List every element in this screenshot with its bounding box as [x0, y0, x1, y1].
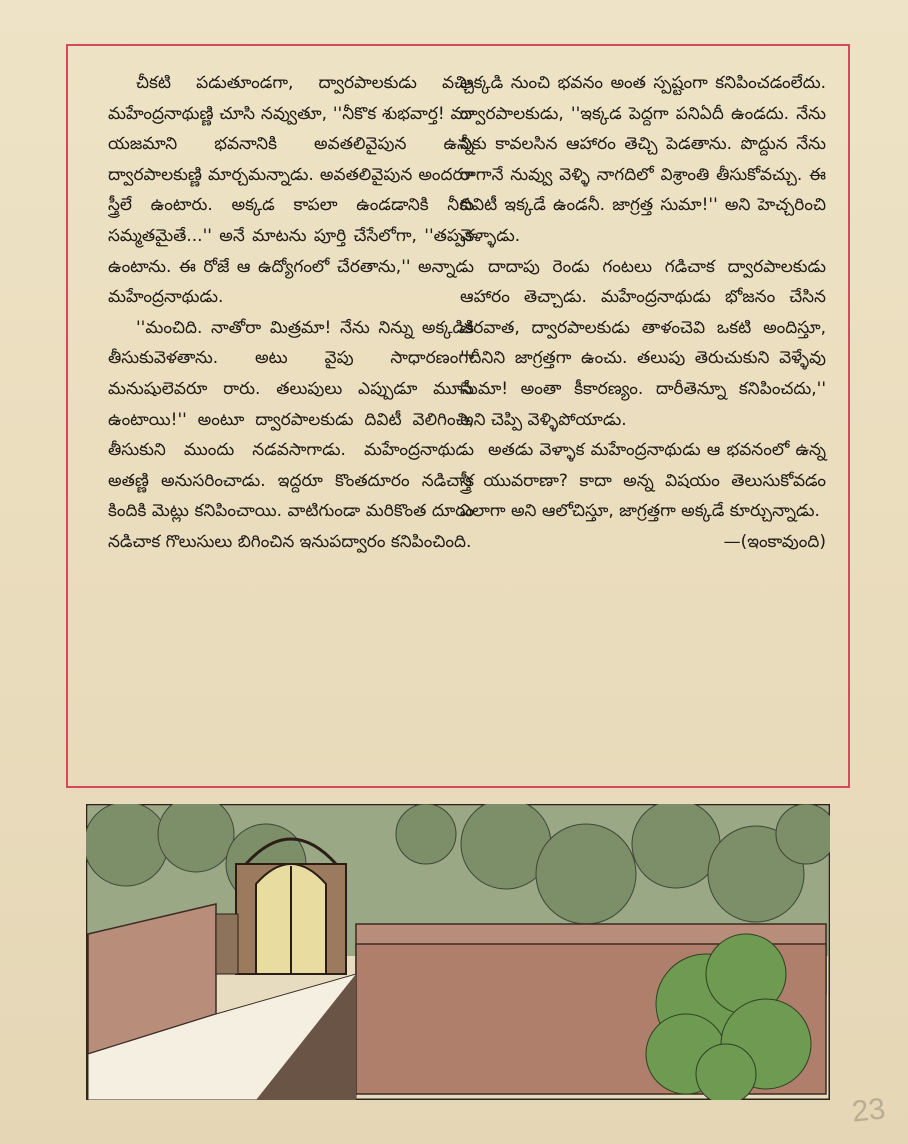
- paragraph: అతడు వెళ్ళాక మహేంద్రనాథుడు ఆ భవనంలో ఉన్న స్త్రీ యువరాణా? కాదా అన్న విషయం తెలుసుకోవడం ఎలాగా అని ఆలోచిస్తూ, జాగ్రత్తగా అక్కడే కూర్చున్నాడు.: [460, 440, 826, 522]
- paragraph: చీకటి పడుతూండగా, ద్వారపాలకుడు వచ్చి మహేంద్రనాథుణ్ణి చూసి నవ్వుతూ, ''నీకొక శుభవార్త! మా యజమాని భవనానికి అవతలివైపున ఉన్న ద్వారపాలకుణ్ణి మార్చమన్నాడు. అవతలివైపున అందరూ స్త్రీలే ఉంటారు. అక్కడ కాపలా ఉండడానికి నీకు సమ్మతమైతే...'' అనే మాటను పూర్తి చేసేలోగా, ''తప్పక ఉంటాను. ఈ రోజే ఆ ఉద్యోగంలో చేరతాను,'' అన్నాడు మహేంద్రనాథుడు.: [108, 73, 474, 308]
- story-text-frame: [66, 44, 850, 788]
- right-column: [460, 68, 826, 558]
- left-column: [108, 68, 474, 558]
- continued-label: —(ఇంకావుంది): [723, 531, 826, 552]
- illustration-courtyard-gate: [86, 804, 830, 1100]
- paragraph: ''మంచిది. నాతోరా మిత్రమా! నేను నిన్ను అక్కడికి తీసుకువెళతాను. అటు వైపు సాధారణంగా మనుషులెవరూ రారు. తలుపులు ఎప్పుడూ మూసే ఉంటాయి!'' అంటూ ద్వారపాలకుడు దివిటీ వెలిగించి, తీసుకుని ముందు నడవసాగాడు. మహేంద్రనాథుడు అతణ్ణి అనుసరించాడు. ఇద్దరూ కొంతదూరం నడిచాక కిందికి మెట్లు కనిపించాయి. వాటిగుండా మరికొంత దూరం నడిచాక గొలుసులు బిగించిన ఇనుపద్వారం కనిపించింది.: [108, 317, 474, 552]
- paragraph: అక్కడి నుంచి భవనం అంత స్పష్టంగా కనిపించడంలేదు. ద్వారపాలకుడు, ''ఇక్కడ పెద్దగా పనిఏదీ ఉండదు. నేను నీకు కావలసిన ఆహారం తెచ్చి పెడతాను. పొద్దున నేను రాగానే నువ్వు వెళ్ళి నాగదిలో విశ్రాంతి తీసుకోవచ్చు. ఈ దివిటీ ఇక్కడే ఉండనీ. జాగ్రత్త సుమా!'' అని హెచ్చరించి వెళ్ళాడు.: [460, 73, 826, 246]
- page-number: 23: [850, 1092, 887, 1129]
- paragraph: దాదాపు రెండు గంటలు గడిచాక ద్వారపాలకుడు ఆహారం తెచ్చాడు. మహేంద్రనాథుడు భోజనం చేసిన తరవాత, ద్వారపాలకుడు తాళంచెవి ఒకటి అందిస్తూ, ''దీనిని జాగ్రత్తగా ఉంచు. తలుపు తెరుచుకుని వెళ్ళేవు సుమా! అంతా కీకారణ్యం. దారీతెన్నూ కనిపించదు,'' అని చెప్పి వెళ్ళిపోయాడు.: [460, 256, 826, 430]
